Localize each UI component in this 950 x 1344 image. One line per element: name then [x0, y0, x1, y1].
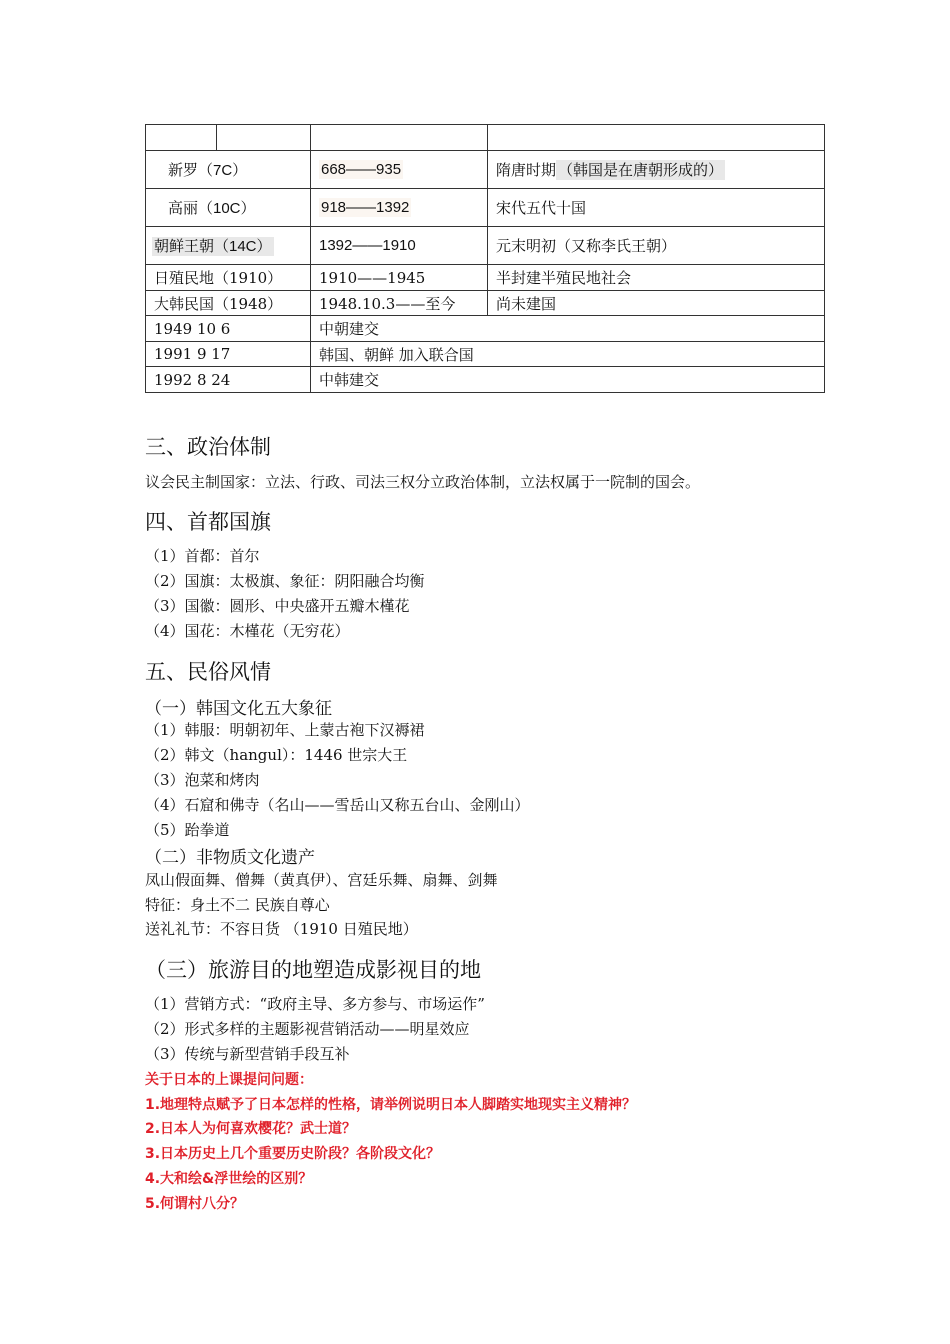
korea-history-table	[145, 124, 825, 393]
table-cell	[488, 125, 825, 151]
subsection-heading: （一）韩国文化五大象征	[145, 699, 332, 719]
table-cell: 日殖民地（1910）	[146, 265, 311, 291]
table-cell: 1392——1910	[311, 227, 488, 265]
list-item: （1）韩服：明朝初年、上蒙古袍下汉褥裙	[145, 721, 425, 739]
table-cell: 中韩建交	[311, 367, 825, 393]
table-cell: 大韩民国（1948）	[146, 291, 311, 316]
subsection-heading: （二）非物质文化遗产	[145, 848, 315, 868]
table-cell: 隋唐时期 （韩国是在唐朝形成的）	[488, 151, 825, 189]
section-heading-political: 三、政治体制	[145, 435, 271, 459]
list-item: （3）国徽：圆形、中央盛开五瓣木槿花	[145, 597, 410, 615]
table-cell: 1910——1945	[311, 265, 488, 291]
table-row	[146, 342, 825, 367]
table-cell: 尚未建国	[488, 291, 825, 316]
table-cell: 元末明初（又称李氏王朝）	[488, 227, 825, 265]
table-row	[146, 367, 825, 393]
table-cell: 中朝建交	[311, 316, 825, 342]
questions-title: 关于日本的上课提问问题：	[145, 1072, 313, 1088]
list-item: （2）韩文（hangul）：1446 世宗大王	[145, 746, 408, 764]
table-row	[146, 291, 825, 316]
list-item: 凤山假面舞、僧舞（黄真伊）、宫廷乐舞、扇舞、剑舞	[145, 871, 498, 889]
list-item: （1）首都：首尔	[145, 547, 260, 565]
table-row	[146, 227, 825, 265]
question-item: 4.大和绘&浮世绘的区别？	[145, 1171, 313, 1187]
table-cell: 高丽（10C）	[146, 189, 311, 227]
table-row	[146, 265, 825, 291]
table-cell: 1948.10.3——至今	[311, 291, 488, 316]
question-item: 5.何谓村八分？	[145, 1196, 245, 1212]
list-item: （3）泡菜和烤肉	[145, 771, 260, 789]
list-item: （1）营销方式：“政府主导、多方参与、市场运作”	[145, 995, 485, 1013]
list-item: （2）国旗：太极旗、象征：阴阳融合均衡	[145, 572, 425, 590]
table-row	[146, 189, 825, 227]
question-item: 3.日本历史上几个重要历史阶段？各阶段文化？	[145, 1146, 441, 1162]
table-cell: 韩国、朝鲜 加入联合国	[311, 342, 825, 367]
table-cell: 918——1392	[311, 189, 488, 227]
table-cell: 1949 10 6	[146, 316, 311, 342]
list-item: （3）传统与新型营销手段互补	[145, 1045, 350, 1063]
list-item: （2）形式多样的主题影视营销活动——明星效应	[145, 1020, 470, 1038]
list-item: （4）石窟和佛寺（名山——雪岳山又称五台山、金刚山）	[145, 796, 530, 814]
list-item: （5）跆拳道	[145, 821, 230, 839]
table-row	[146, 151, 825, 189]
table-cell: 新罗（7C）	[146, 151, 311, 189]
table-cell	[311, 125, 488, 151]
table-cell	[217, 125, 311, 151]
question-item: 1.地理特点赋予了日本怎样的性格，请举例说明日本人脚踏实地现实主义精神？	[145, 1097, 637, 1113]
table-cell: 宋代五代十国	[488, 189, 825, 227]
subsection-heading: （三）旅游目的地塑造成影视目的地	[145, 958, 481, 982]
list-item: 特征：身土不二 民族自尊心	[145, 896, 330, 914]
table-row	[146, 125, 825, 151]
table-row	[146, 316, 825, 342]
section-heading-capital-flag: 四、首都国旗	[145, 510, 271, 534]
list-item: 送礼礼节：不容日货 （1910 日殖民地）	[145, 920, 418, 938]
paragraph: 议会民主制国家：立法、行政、司法三权分立政治体制，立法权属于一院制的国会。	[145, 473, 701, 491]
table-cell: 朝鲜王朝（14C）	[146, 227, 311, 265]
list-item: （4）国花：木槿花（无穷花）	[145, 622, 350, 640]
table-cell: 1992 8 24	[146, 367, 311, 393]
table-cell	[146, 125, 217, 151]
section-heading-customs: 五、民俗风情	[145, 660, 271, 684]
table-cell: 半封建半殖民地社会	[488, 265, 825, 291]
question-item: 2.日本人为何喜欢樱花？武士道？	[145, 1121, 357, 1137]
table-cell: 668——935	[311, 151, 488, 189]
table-cell: 1991 9 17	[146, 342, 311, 367]
